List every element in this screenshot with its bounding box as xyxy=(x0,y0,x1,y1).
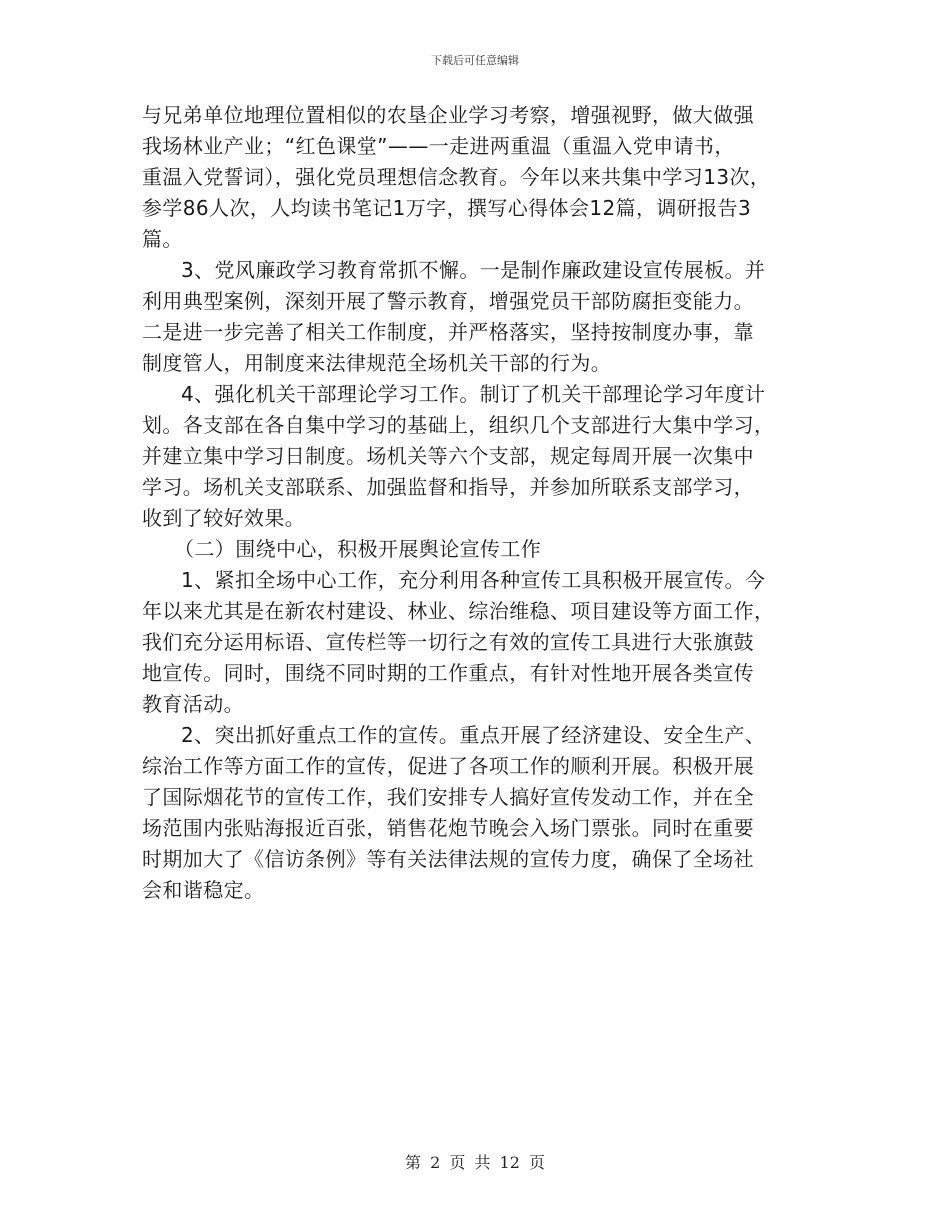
text-line: 利用典型案例，深刻开展了警示教育，增强党员干部防腐拒变能力。 xyxy=(142,289,754,313)
text-line: 综治工作等方面工作的宣传，促进了各项工作的顺利开展。积极开展 xyxy=(142,754,754,778)
text-line: 与兄弟单位地理位置相似的农垦企业学习考察，增强视野，做大做强 xyxy=(142,103,754,127)
text-line: 年以来尤其是在新农村建设、林业、综治维稳、项目建设等方面工作， xyxy=(142,599,775,623)
text-line: 我场林业产业；“红色课堂”——一走进两重温（重温入党申请书， xyxy=(142,134,735,158)
text-line: 2、突出抓好重点工作的宣传。重点开展了经济建设、安全生产、 xyxy=(181,723,766,747)
text-line: 学习。场机关支部联系、加强监督和指导，并参加所联系支部学习， xyxy=(142,475,754,499)
text-line: 4、强化机关干部理论学习工作。制订了机关干部理论学习年度计 xyxy=(181,382,766,406)
text-line: 教育活动。 xyxy=(142,692,244,716)
page-header: 下载后可任意编辑 xyxy=(431,54,519,67)
text-line: 场范围内张贴海报近百张，销售花炮节晚会入场门票张。同时在重要 xyxy=(142,816,754,840)
text-line: 了国际烟花节的宣传工作，我们安排专人搞好宣传发动工作，并在全 xyxy=(142,785,754,809)
text-line: 篇。 xyxy=(142,227,183,251)
text-line: 并建立集中学习日制度。场机关等六个支部，规定每周开展一次集中 xyxy=(142,444,754,468)
text-line: （二）围绕中心，积极开展舆论宣传工作 xyxy=(174,537,542,561)
text-line: 会和谐稳定。 xyxy=(142,878,265,902)
page-footer: 第 2 页 共 12 页 xyxy=(405,1153,545,1172)
text-line: 我们充分运用标语、宣传栏等一切行之有效的宣传工具进行大张旗鼓 xyxy=(142,630,754,654)
text-line: 制度管人，用制度来法律规范全场机关干部的行为。 xyxy=(142,351,612,375)
text-line: 划。各支部在各自集中学习的基础上，组织几个支部进行大集中学习， xyxy=(142,413,775,437)
text-line: 收到了较好效果。 xyxy=(142,506,306,530)
text-line: 重温入党誓词），强化党员理想信念教育。今年以来共集中学习13次， xyxy=(142,165,771,189)
text-line: 地宣传。同时，围绕不同时期的工作重点，有针对性地开展各类宣传 xyxy=(142,661,754,685)
text-line: 时期加大了《信访条例》等有关法律法规的宣传力度，确保了全场社 xyxy=(142,847,754,871)
text-line: 3、党风廉政学习教育常抓不懈。一是制作廉政建设宣传展板。并 xyxy=(181,258,766,282)
text-line: 1、紧扣全场中心工作，充分利用各种宣传工具积极开展宣传。今 xyxy=(181,568,766,592)
text-line: 参学86人次，人均读书笔记1万字，撰写心得体会12篇，调研报告3 xyxy=(142,196,752,220)
document-body xyxy=(142,100,822,906)
text-line: 二是进一步完善了相关工作制度，并严格落实，坚持按制度办事，靠 xyxy=(142,320,754,344)
